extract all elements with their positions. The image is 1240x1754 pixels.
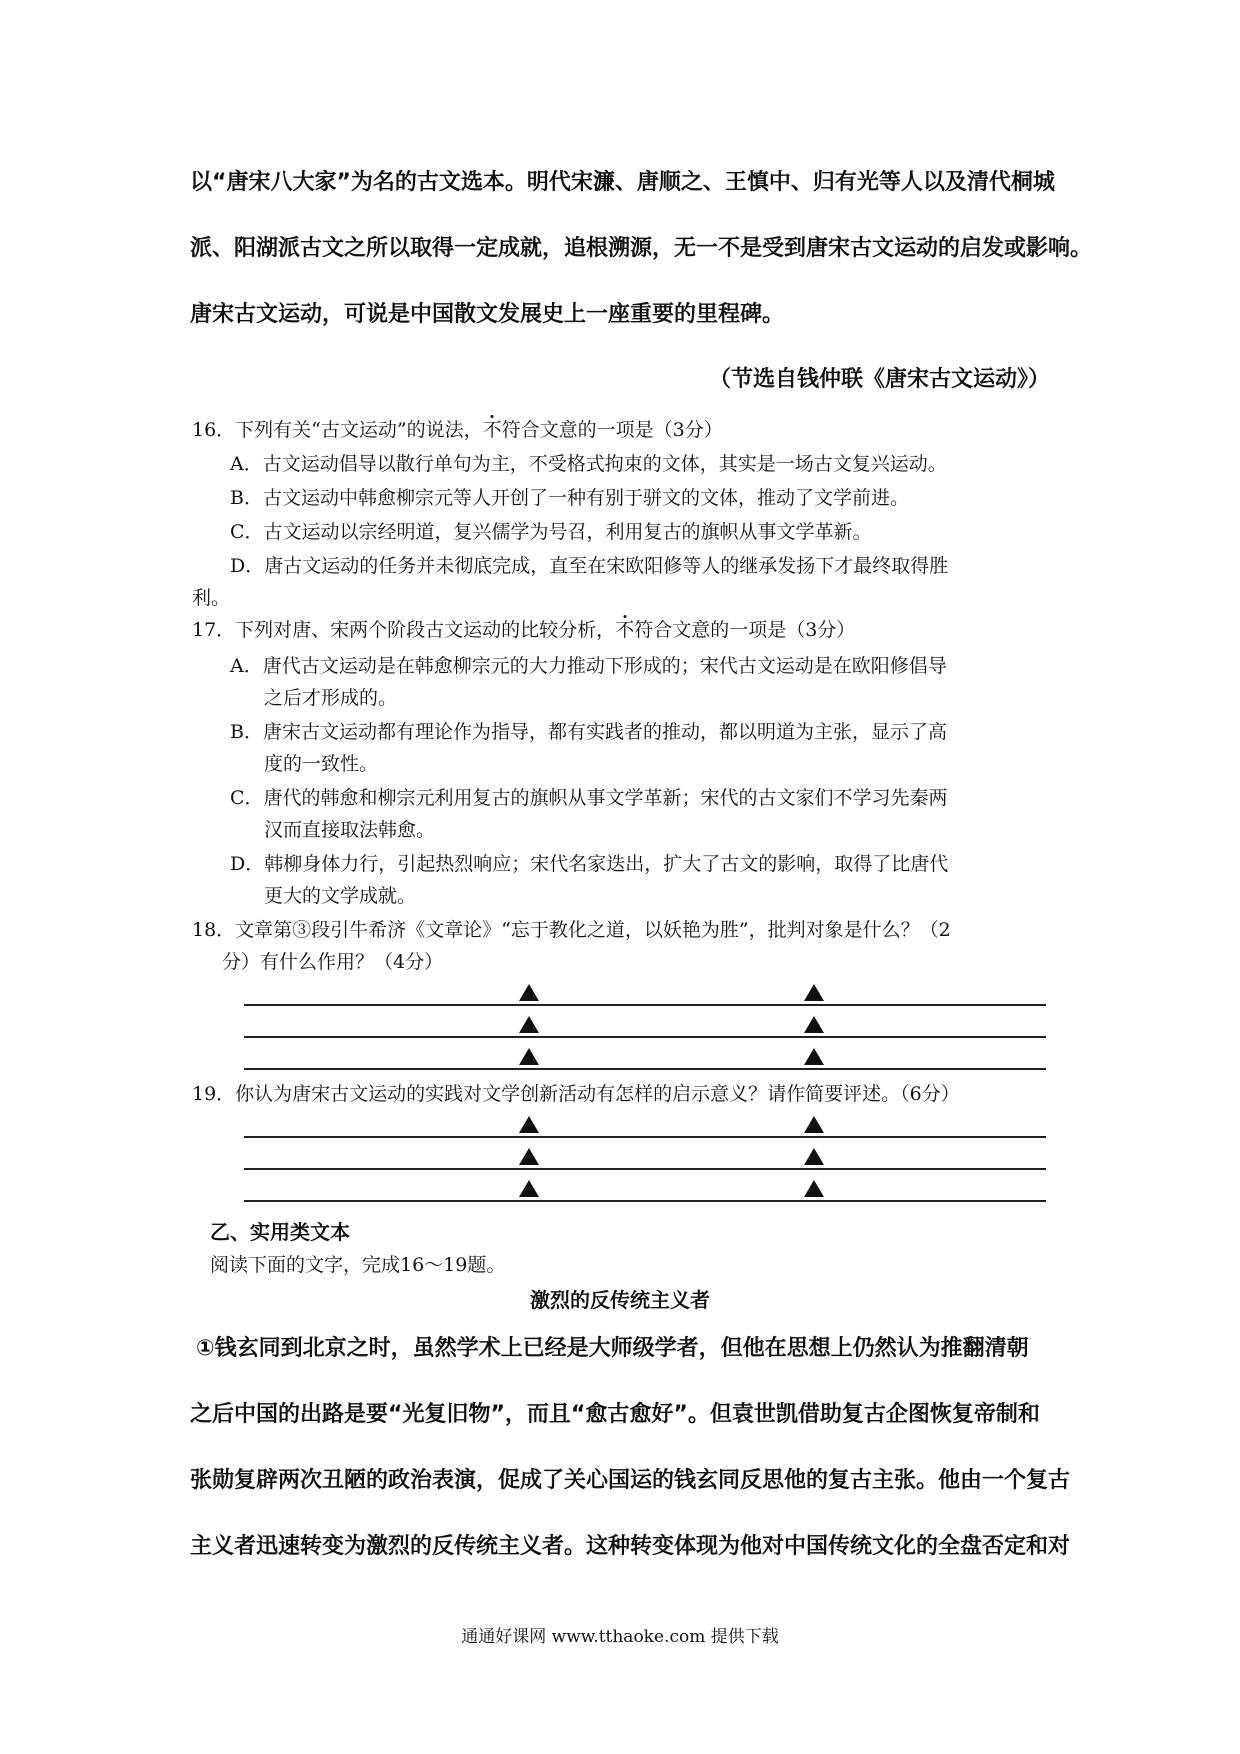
question-17-option-d: D．韩柳身体力行，引起热烈响应；宋代名家迭出，扩大了古文的影响，取得了比唐代 — [230, 853, 949, 875]
answer-marker-icon — [804, 1148, 824, 1165]
question-16-option-c: C．古文运动以宗经明道，复兴儒学为号召，利用复古的旗帜从事文学革新。 — [230, 521, 872, 543]
question-17-option-a-cont: 之后才形成的。 — [264, 687, 398, 709]
passage-line: 派、阳湖派古文之所以取得一定成就，追根溯源，无一不是受到唐宋古文运动的启发或影响。 — [190, 236, 1093, 261]
question-16-option-b: B．古文运动中韩愈柳宗元等人开创了一种有别于骈文的文体，推动了文学前进。 — [230, 487, 909, 509]
question-16-option-d: D．唐古文运动的任务并未彻底完成，直至在宋欧阳修等人的继承发扬下才最终取得胜 — [230, 555, 949, 577]
question-18-stem: 18．文章第③段引牛希济《文章论》“忘于教化之道，以妖艳为胜”，批判对象是什么？（2 — [192, 919, 951, 941]
answer-marker-icon — [519, 1148, 539, 1165]
question-16-option-a: A．古文运动倡导以散行单句为主，不受格式拘束的文体，其实是一场古文复兴运动。 — [230, 453, 947, 475]
question-17-option-b: B．唐宋古文运动都有理论作为指导，都有实践者的推动，都以明道为主张，显示了高 — [230, 721, 947, 743]
passage-source: （节选自钱仲联《唐宋古文运动》） — [708, 367, 1050, 392]
answer-marker-icon — [804, 1016, 824, 1033]
answer-line[interactable] — [244, 1068, 1046, 1070]
answer-line[interactable] — [244, 1036, 1046, 1038]
question-17-option-d-cont: 更大的文学成就。 — [264, 885, 417, 907]
answer-marker-icon — [519, 984, 539, 1001]
answer-marker-icon — [804, 984, 824, 1001]
article-paragraph-line: 主义者迅速转变为激烈的反传统主义者。这种转变体现为他对中国传统文化的全盘否定和对 — [190, 1534, 1071, 1559]
question-17-stem: 17．下列对唐、宋两个阶段古文运动的比较分析，不符合文意的一项是（3分） — [192, 619, 856, 641]
passage-line: 唐宋古文运动，可说是中国散文发展史上一座重要的里程碑。 — [190, 302, 785, 327]
passage-line: 以“唐宋八大家”为名的古文选本。明代宋濂、唐顺之、王慎中、归有光等人以及清代桐城 — [190, 170, 1055, 195]
page-footer: 通通好课网 www.tthaoke.com 提供下载 — [461, 1627, 779, 1647]
question-16-option-d-cont: 利。 — [192, 587, 231, 609]
emphasis-mark: 不 — [615, 619, 635, 641]
answer-line[interactable] — [244, 1136, 1046, 1138]
answer-line[interactable] — [244, 1168, 1046, 1170]
answer-marker-icon — [519, 1116, 539, 1133]
question-16-stem: 16．下列有关“古文运动”的说法，不符合文意的一项是（3分） — [192, 419, 723, 441]
article-paragraph-line: 张勋复辟两次丑陋的政治表演，促成了关心国运的钱玄同反思他的复古主张。他由一个复古 — [190, 1468, 1071, 1493]
question-17-option-a: A．唐代古文运动是在韩愈柳宗元的大力推动下形成的；宋代古文运动是在欧阳修倡导 — [230, 655, 947, 677]
section-instruction: 阅读下面的文字，完成16～19题。 — [210, 1254, 506, 1276]
question-19-stem: 19．你认为唐宋古文运动的实践对文学创新活动有怎样的启示意义？请作简要评述。（6分） — [192, 1083, 960, 1105]
emphasis-mark: 不 — [482, 419, 502, 441]
answer-marker-icon — [519, 1048, 539, 1065]
answer-marker-icon — [804, 1180, 824, 1197]
question-17-option-c-cont: 汉而直接取法韩愈。 — [264, 819, 436, 841]
article-title: 激烈的反传统主义者 — [530, 1288, 710, 1312]
question-17-option-c: C．唐代的韩愈和柳宗元利用复古的旗帜从事文学革新；宋代的古文家们不学习先秦两 — [230, 787, 948, 809]
question-17-option-b-cont: 度的一致性。 — [264, 753, 379, 775]
answer-marker-icon — [804, 1116, 824, 1133]
article-paragraph-line: 之后中国的出路是要“光复旧物”，而且“愈古愈好”。但袁世凯借助复古企图恢复帝制和 — [190, 1402, 1040, 1427]
section-header: 乙、实用类文本 — [210, 1220, 350, 1244]
question-18-stem-cont: 分）有什么作用？（4分） — [222, 951, 444, 973]
article-paragraph-line: ①钱玄同到北京之时，虽然学术上已经是大师级学者，但他在思想上仍然认为推翻清朝 — [196, 1336, 1029, 1361]
answer-line[interactable] — [244, 1004, 1046, 1006]
answer-marker-icon — [519, 1016, 539, 1033]
answer-marker-icon — [519, 1180, 539, 1197]
answer-line[interactable] — [244, 1200, 1046, 1202]
answer-marker-icon — [804, 1048, 824, 1065]
